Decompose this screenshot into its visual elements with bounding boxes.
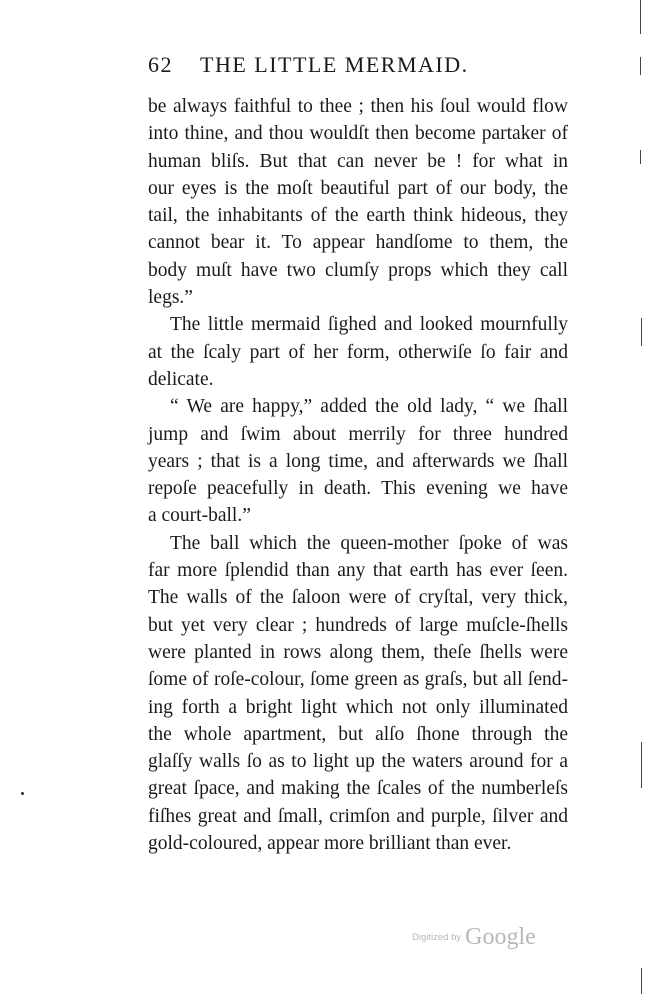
- text-line: a court-ball.”: [148, 505, 251, 527]
- scan-edge-mark: [640, 150, 641, 164]
- text-line: but yet very clear ; hundreds of large muſcle-ſhells: [148, 614, 568, 636]
- paragraph: [148, 93, 568, 311]
- watermark-prefix: Digitized by: [412, 932, 462, 943]
- text-line: delicate.: [148, 368, 214, 390]
- text-line: gold-coloured, appear more brilliant than ever.: [148, 833, 512, 855]
- scan-edge-mark: [641, 742, 642, 788]
- text-line: The walls of the ſaloon were of cryſtal, very thick,: [148, 587, 568, 609]
- text-line: glaſſy walls ſo as to light up the waters around for a: [148, 751, 568, 773]
- text-line: legs.”: [148, 287, 193, 309]
- text-line: great ſpace, and making the ſcales of the numberleſs: [148, 778, 568, 800]
- text-line: jump and ſwim about merrily for three hundred: [148, 423, 568, 445]
- text-line: our eyes is the moſt beautiful part of our body, the: [148, 177, 568, 199]
- text-line: years ; that is a long time, and afterwards we ſhall: [148, 450, 568, 472]
- text-line: repoſe peacefully in death. This evening we have: [148, 478, 568, 500]
- text-line: The ball which the queen-mother ſpoke of was: [170, 532, 568, 554]
- text-line: cannot bear it. To appear handſome to them, the: [148, 232, 568, 254]
- page-number: 62: [148, 52, 173, 77]
- scan-edge-mark: [640, 57, 641, 75]
- text-line: tail, the inhabitants of the earth think hideous, they: [148, 205, 568, 227]
- paragraph: [148, 311, 568, 393]
- text-line: The little mermaid ſighed and looked mournfully: [170, 314, 568, 336]
- page-title: THE LITTLE MERMAID.: [200, 52, 469, 77]
- text-line: far more ſplendid than any that earth has ever ſeen.: [148, 560, 568, 582]
- text-body: [148, 93, 568, 857]
- scan-edge-mark: [641, 318, 642, 346]
- text-line: ing forth a bright light which not only illuminated: [148, 696, 568, 718]
- text-line: fiſhes great and ſmall, crimſon and purple, ſilver and: [148, 805, 568, 827]
- text-line: “ We are happy,” added the old lady, “ we ſhall: [170, 396, 568, 418]
- scan-speck: [21, 792, 24, 795]
- text-line: at the ſcaly part of her form, otherwiſe ſo fair and: [148, 341, 568, 363]
- digitized-by-google-watermark: [412, 924, 536, 951]
- running-header: [148, 52, 508, 78]
- text-line: be always faithful to thee ; then his ſoul would flow: [148, 96, 568, 117]
- scan-edge-mark: [641, 968, 642, 994]
- text-line: the whole apartment, but alſo ſhone through the: [148, 723, 568, 745]
- paragraph: [148, 393, 568, 529]
- text-line: human bliſs. But that can never be ! for what in: [148, 150, 568, 172]
- scan-edge-mark: [640, 0, 641, 34]
- text-line: into thine, and thou wouldſt then become partaker of: [148, 123, 568, 145]
- text-line: were planted in rows along them, theſe ſhells were: [148, 641, 568, 663]
- text-line: ſome of roſe-colour, ſome green as graſs, but all ſend-: [148, 669, 568, 691]
- text-line: body muſt have two clumſy props which they call: [148, 259, 568, 281]
- paragraph: [148, 530, 568, 858]
- google-logo: Google: [465, 924, 536, 950]
